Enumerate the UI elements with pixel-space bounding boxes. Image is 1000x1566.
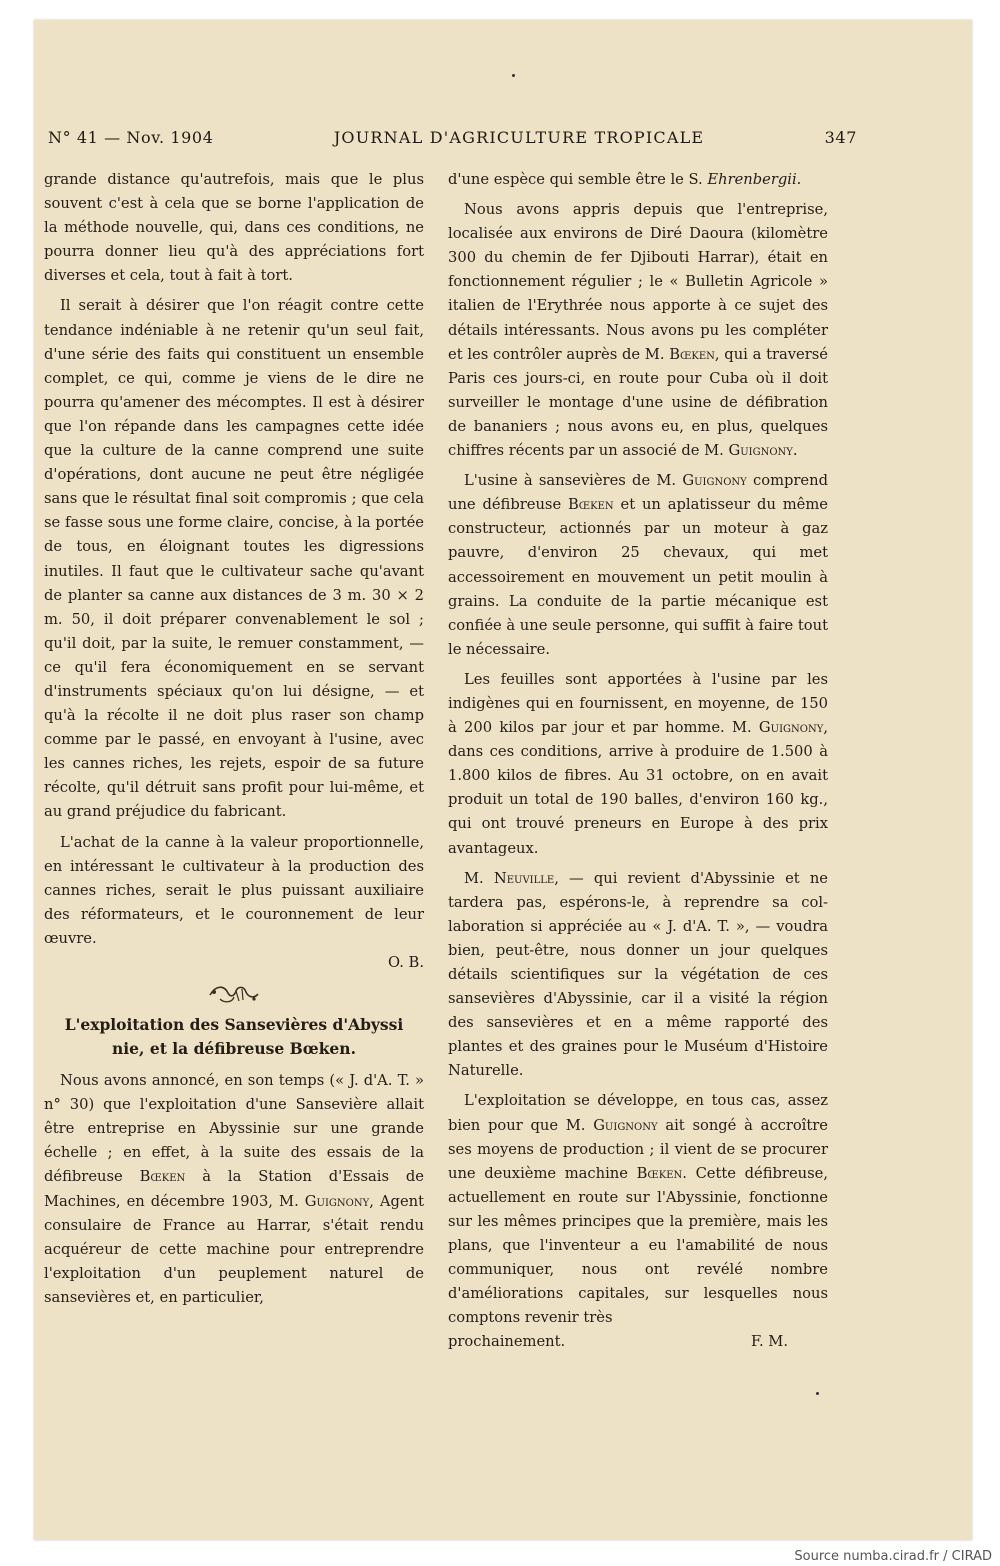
article-title-line-2: nie, et la défibreuse Bœken. xyxy=(112,1039,356,1059)
right-paragraph-4 xyxy=(448,668,828,861)
text-run: . xyxy=(792,442,798,460)
text-run: comprend une défibreuse xyxy=(448,472,828,514)
running-header xyxy=(48,128,857,147)
right-paragraph-6 xyxy=(448,1089,828,1330)
signature-fm: F. M. xyxy=(751,1333,788,1351)
right-paragraph-5 xyxy=(448,867,828,1084)
left-column xyxy=(44,168,424,1310)
text-run: d'une espèce qui semble être le S. xyxy=(448,171,708,188)
name-guignony: Guignony xyxy=(728,442,793,460)
name-guignony: Guignony xyxy=(758,719,824,737)
issue-label: N° 41 — Nov. 1904 xyxy=(48,128,214,147)
speck xyxy=(816,1392,819,1395)
text-run: , dans ces conditions, arrive à produire de 1.500 à 1.800 kilos de fibres. Au 31 octobre, on en avait produit un total de 190 balles, d'environ 160 kg., qui ont trouvé preneurs en Europe à des prix avantageux. xyxy=(448,719,828,857)
name-guignony: Guignony xyxy=(682,472,747,490)
text-run: M. xyxy=(464,869,494,887)
text-run: . Cette défibreuse, actuellement en route sur l'Abyssinie, fonctionne sur les mêmes principes que la première, mais les plans, que l'inventeur a eu l'amabilité de nous communiquer, nous ont revélé nombre d'améliorations capitales, sur lesquelles nous comptons revenir très xyxy=(448,1164,828,1327)
text-run: L'usine à sansevières de M. xyxy=(464,472,683,490)
speck xyxy=(512,74,515,77)
left-paragraph-1: grande distance qu'autrefois, mais que le plus souvent c'est à cela que se borne l'application de la méthode nouvelle, qui, dans ces conditions, ne pourra donner lieu qu'à des appréciations fort diverses et cela, tout à fait à tort. xyxy=(44,171,424,285)
article-title xyxy=(44,1013,424,1061)
species-name: Ehrenbergii. xyxy=(707,171,802,188)
text-run: , qui a traversé Paris ces jours-ci, en route pour Cuba où il doit surveiller le montage d'une usine de défibration de bananiers ; nous avons eu, en plus, quelques chiffres récents par un associé de M. xyxy=(448,345,828,460)
text-run: et un aplatisseur du même constructeur, actionnés par un moteur à gaz pauvre, d'environ 25 chevaux, qui met accessoirement en mouvement un petit moulin à grains. La conduite de la partie mécanique est confiée à une seule personne, qui suffit à faire tout le nécessaire. xyxy=(448,496,829,658)
text-run: , — qui revient d'Abyssinie et ne tardera pas, espérons-le, à reprendre sa collaboration si appréciée au « J. d'A. T. », — voudra bien, peut-être, nous donner un jour quelques détails scientifiques sur la végétation de ces sansevières d'Abyssinie, car il a visité la région des sansevières et en a même rapporté des plantes et des graines pour le Muséum d'Histoire Naturelle. xyxy=(448,869,828,1080)
right-paragraph-3 xyxy=(448,469,828,662)
article-title-line-1: L'exploitation des Sansevières d'Abyssi xyxy=(64,1015,404,1035)
name-guignony: Guignony xyxy=(304,1192,370,1210)
text-run: Les feuilles sont apportées à l'usine par les indigènes qui en fournissent, en moyenne, de 150 à 200 kilos par jour et par homme. M. xyxy=(448,670,828,737)
name-boeken: Bœken xyxy=(669,345,715,363)
name-guignony: Guignony xyxy=(593,1116,658,1134)
left-paragraph-3: L'achat de la canne à la valeur proportionnelle, en intéressant le cultivateur à la production des cannes riches, serait le plus puissant auxiliaire des réformateurs, et le couronnement de leur œuvre. xyxy=(44,833,424,947)
closing-line xyxy=(448,1330,828,1354)
right-paragraph-2 xyxy=(448,198,828,463)
signature-ob: O. B. xyxy=(388,954,424,971)
name-boeken: Bœken xyxy=(636,1164,683,1182)
left-paragraph-2: Il serait à désirer que l'on réagit contre cette tendance indéniable à ne retenir qu'un seul fait, d'une série des faits qui constituent un ensemble complet, ce qui, comme je viens de le dire ne pourra qu'amener des mécomptes. Il est à désirer que l'on répande dans les campagnes cette idée que la culture de la canne comprend une suite d'opérations, dont aucune ne peut être négligée sans que le résultat final soit compromis ; que cela se fasse sous une forme claire, concise, à la portée de tous, en éloignant toutes les digressions inutiles. Il faut que le cultivateur sache qu'avant de planter sa canne aux distances de 3 m. 30 × 2 m. 50, il doit préparer convenablement le sol ; qu'il doit, par la suite, le remuer constamment, — ce qu'il fera économiquement en se servant d'instruments spéciaux qu'on lui désigne, — et qu'à la récolte il ne doit plus raser son champ comme par le passé, en envoyant à l'usine, avec les cannes riches, les rejets, espoir de sa future récolte, qu'il détruit sans profit pour lui-même, et au grand préjudice du fabricant. xyxy=(44,297,424,821)
source-credit: Source numba.cirad.fr / CIRAD xyxy=(794,1549,992,1564)
last-word: prochainement. xyxy=(448,1333,566,1351)
name-neuville: Neuville xyxy=(493,869,555,887)
text-run: à la Station d'Essais de Machines, en décembre 1903, M. xyxy=(44,1168,424,1210)
name-boeken: Bœken xyxy=(568,496,614,514)
left-paragraph-4 xyxy=(44,1069,424,1310)
text-run: , Agent consulaire de France au Harrar, s'était rendu acquéreur de cette machine pour entreprendre l'exploitation d'un peuplement naturel de sansevières et, en particulier, xyxy=(44,1192,424,1306)
name-boeken: Bœken xyxy=(139,1168,186,1186)
text-run: ait songé à accroître ses moyens de production ; il vient de se procurer une deuxième machine xyxy=(448,1116,828,1182)
right-paragraph-1 xyxy=(448,168,828,192)
fleuron-ornament xyxy=(44,979,424,1009)
text-run: L'exploitation se développe, en tous cas, assez bien pour que M. xyxy=(448,1092,828,1134)
page-number: 347 xyxy=(824,128,857,147)
text-run: Nous avons annoncé, en son temps (« J. d'A. T. » n° 30) que l'exploitation d'une Sansevière allait être entreprise en Abyssinie sur une grande échelle ; en effet, à la suite des essais de la défibreuse xyxy=(44,1072,424,1186)
right-column xyxy=(448,168,828,1355)
text-run: Nous avons appris depuis que l'entreprise, localisée aux environs de Diré Daoura (kilomètre 300 du chemin de fer Djibouti Harrar), était en fonctionnement régulier ; le « Bulletin Agricole » italien de l'Erythrée nous apporte à ce sujet des détails intéressants. Nous avons pu les compléter et les contrôler auprès de M. xyxy=(448,201,828,363)
fleuron-icon xyxy=(206,983,262,1005)
journal-title: JOURNAL D'AGRICULTURE TROPICALE xyxy=(333,128,705,147)
